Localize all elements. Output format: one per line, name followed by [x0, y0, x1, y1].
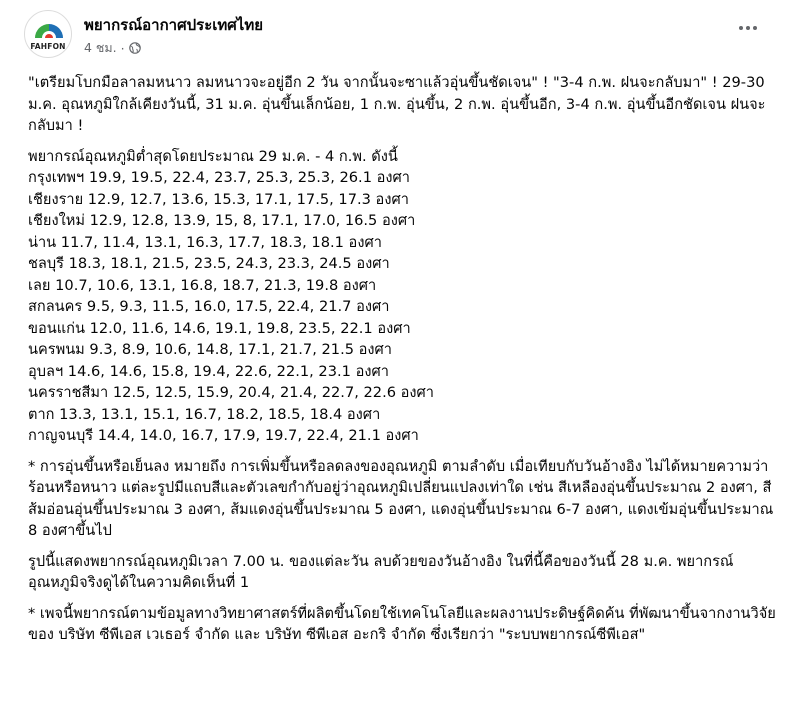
- forecast-section: [28, 146, 780, 447]
- logo-text: FAHFON: [30, 42, 66, 51]
- intro-text: "เตรียมโบกมือลาลมหนาว ลมหนาวจะอยู่อีก 2 วัน จากนั้นจะซาแล้วอุ่นขึ้นชัดเจน" ! "3-4 ก.พ. ฝนจะกลับมา" ! 29-30 ม.ค. อุณหภูมิใกล้เคียงวันนี้, 31 ม.ค. อุ่นขึ้นเล็กน้อย, 1 ก.พ. อุ่นขึ้น, 2 ก.พ. อุ่นขึ้นอีก, 3-4 ก.พ. อุ่นขึ้นอีกชัดเจน ฝนจะกลับมา !: [28, 74, 766, 134]
- note-source-text: * เพจนี้พยากรณ์ตามข้อมูลทางวิทยาศาสตร์ที่ผลิตขึ้นโดยใช้เทคโนโลยีและผลงานประดิษฐ์คิดค้น ที่พัฒนาขึ้นจากงานวิจัยของ บริษัท ซีพีเอส เวเธอร์ จำกัด และ บริษัท ซีพีเอส อะกริ จำกัด ซึ่งเรียกว่า "ระบบพยากรณ์ซีพีเอส": [28, 604, 776, 643]
- note-color-legend: [28, 456, 780, 542]
- forecast-line: ขอนแก่น 12.0, 11.6, 14.6, 19.1, 19.8, 23.5, 22.1 องศา: [28, 319, 411, 337]
- post-time[interactable]: 4 ชม.: [84, 40, 117, 55]
- forecast-heading: พยากรณ์อุณหภูมิต่ำสุดโดยประมาณ 29 ม.ค. - 4 ก.พ. ดังนี้: [28, 147, 398, 165]
- forecast-line: กาญจนบุรี 14.4, 14.0, 16.7, 17.9, 19.7, 22.4, 21.1 องศา: [28, 427, 419, 444]
- post-meta: [84, 38, 141, 58]
- note-image-text: รูปนี้แสดงพยากรณ์อุณหภูมิเวลา 7.00 น. ของแต่ละวัน ลบด้วยของวันอ้างอิง ในที่นี้คือของวันนี้ 28 ม.ค. พยากรณ์อุณหภูมิจริงดูได้ในความคิดเห็นที่ 1: [28, 552, 734, 591]
- forecast-line: ตาก 13.3, 13.1, 15.1, 16.7, 18.2, 18.5, 18.4 องศา: [28, 405, 381, 423]
- forecast-line: นครราชสีมา 12.5, 12.5, 15.9, 20.4, 21.4, 22.7, 22.6 องศา: [28, 384, 434, 401]
- forecast-line: นครพนม 9.3, 8.9, 10.6, 14.8, 17.1, 21.7, 21.5 องศา: [28, 341, 392, 358]
- forecast-line: เลย 10.7, 10.6, 13.1, 16.8, 18.7, 21.3, 19.8 องศา: [28, 276, 377, 294]
- post-intro: [28, 72, 780, 137]
- forecast-line: เชียงราย 12.9, 12.7, 13.6, 15.3, 17.1, 17.5, 17.3 องศา: [28, 190, 409, 208]
- page-name-link[interactable]: พยากรณ์อากาศประเทศไทย: [84, 16, 264, 34]
- forecast-line: สกลนคร 9.5, 9.3, 11.5, 16.0, 17.5, 22.4, 21.7 องศา: [28, 298, 390, 315]
- note-color-text: * การอุ่นขึ้นหรือเย็นลง หมายถึง การเพิ่มขึ้นหรือลดลงของอุณหภูมิ ตามลำดับ เมื่อเทียบกับวันอ้างอิง ไม่ได้หมายความว่าร้อนหรือหนาว แต่ละรูปมีแถบสีและตัวเลขกำกับอยู่ว่าอุณหภูมิเปลี่ยนแปลงเท่าใด เช่น สีเหลืองอุ่นขึ้นประมาณ 2 องศา, สีส้มอ่อนอุ่นขึ้นประมาณ 3 องศา, ส้มแดงอุ่นขึ้นประมาณ 5 องศา, แดงอุ่นขึ้นประมาณ 6-7 องศา, แดงเข้มอุ่นขึ้นประมาณ 8 องศาขึ้นไป: [28, 457, 774, 539]
- forecast-line: อุบลฯ 14.6, 14.6, 15.8, 19.4, 22.6, 22.1, 23.1 องศา: [28, 362, 389, 380]
- forecast-line: ชลบุรี 18.3, 18.1, 21.5, 23.5, 24.3, 23.3, 24.5 องศา: [28, 255, 390, 272]
- meta-separator: ·: [120, 40, 125, 56]
- post-header: [24, 10, 774, 60]
- globe-icon[interactable]: [129, 42, 141, 54]
- forecast-line: เชียงใหม่ 12.9, 12.8, 13.9, 15, 8, 17.1, 17.0, 16.5 องศา: [28, 212, 416, 229]
- page-avatar[interactable]: [24, 10, 72, 58]
- note-source: [28, 603, 780, 646]
- forecast-line: กรุงเทพฯ 19.9, 19.5, 22.4, 23.7, 25.3, 25.3, 26.1 องศา: [28, 169, 410, 186]
- forecast-line: น่าน 11.7, 11.4, 13.1, 16.3, 17.7, 18.3, 18.1 องศา: [28, 233, 382, 251]
- more-options-icon[interactable]: [730, 16, 766, 40]
- note-image-description: [28, 551, 780, 594]
- post-body: [28, 72, 780, 655]
